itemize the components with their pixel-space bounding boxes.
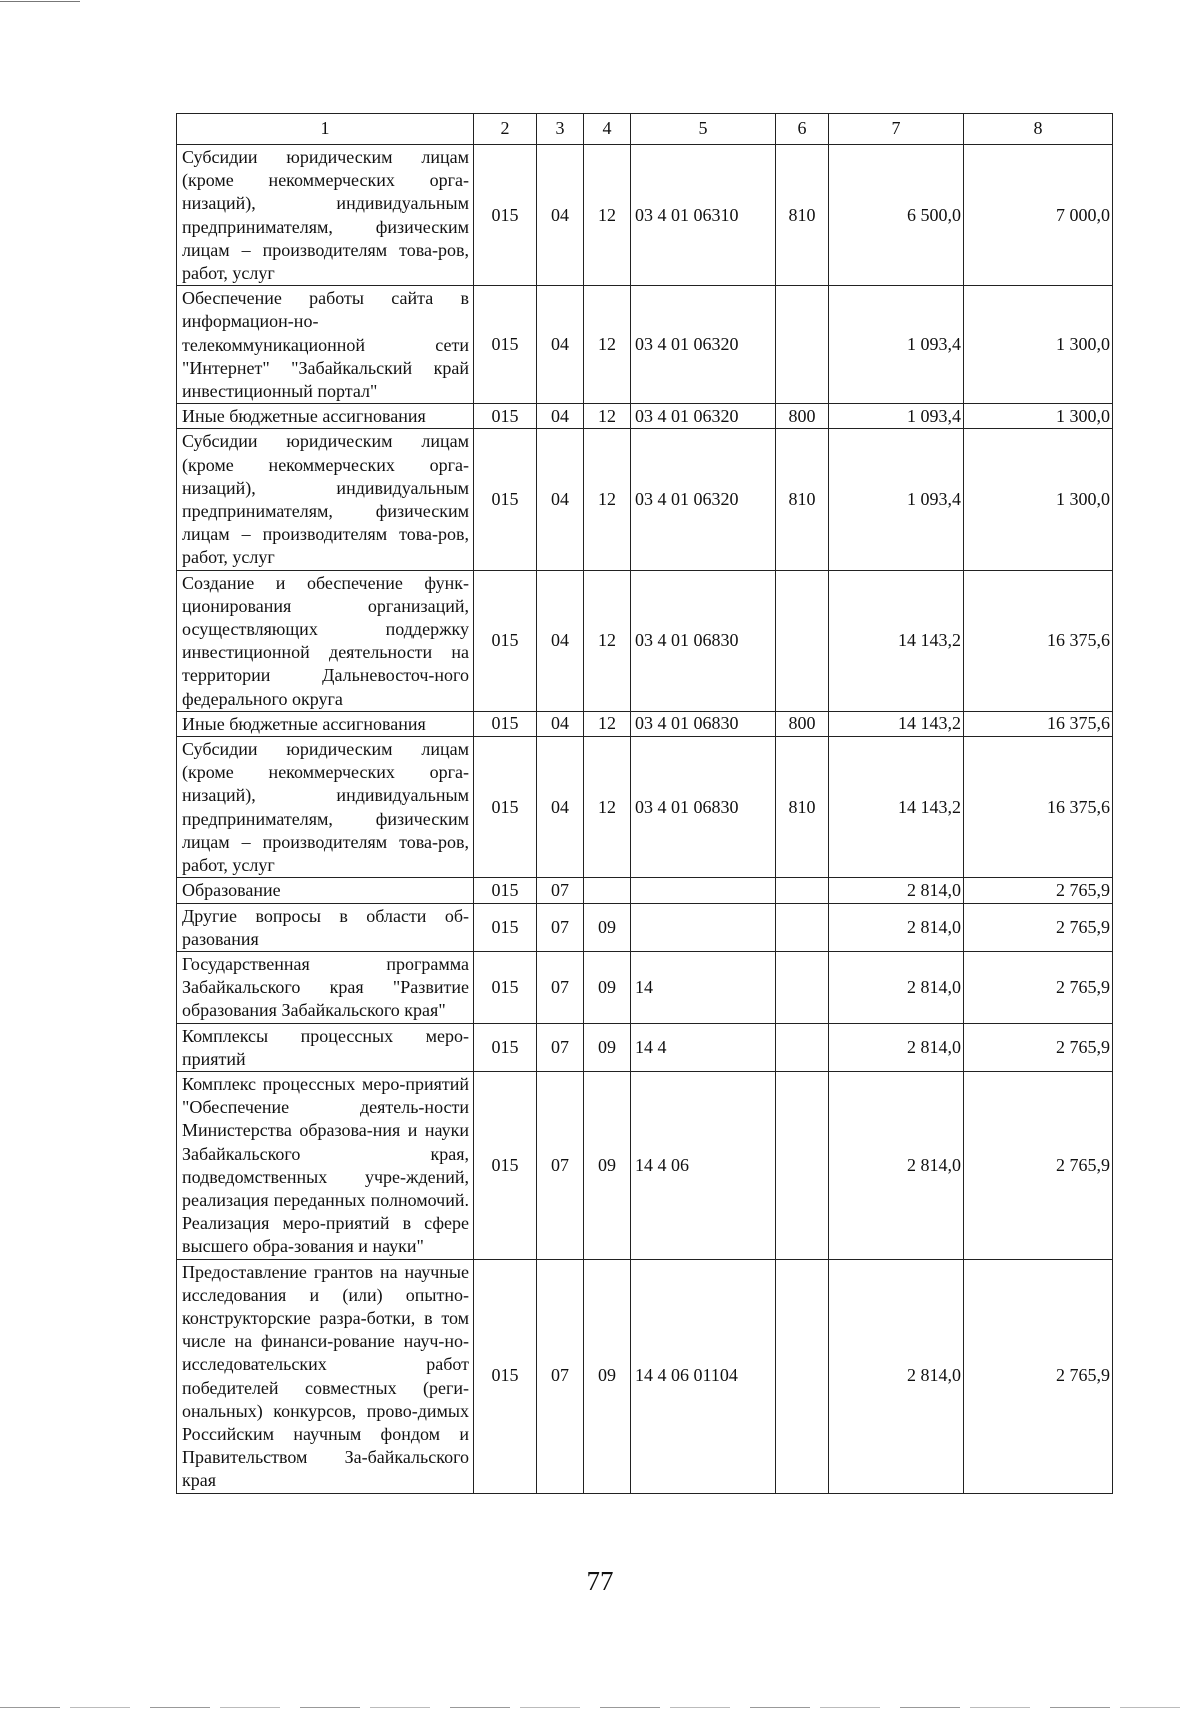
- section-cell: 07: [537, 951, 584, 1023]
- admin-code-cell: 015: [474, 570, 537, 711]
- expense-type-cell: [776, 1071, 829, 1259]
- amount-year2-cell: 2 765,9: [964, 903, 1113, 951]
- subsection-cell: 12: [584, 404, 631, 429]
- row-name-cell: Комплексы процессных меро-приятий: [177, 1023, 474, 1071]
- admin-code-cell: 015: [474, 145, 537, 286]
- table-row: [177, 570, 1113, 711]
- amount-year2-cell: 1 300,0: [964, 404, 1113, 429]
- row-name-cell: Другие вопросы в области об-разования: [177, 903, 474, 951]
- section-cell: 04: [537, 737, 584, 878]
- row-name-cell: Обеспечение работы сайта в информацион-но-телекоммуникационной сети "Интернет" "Забайкальский край инвестиционный портал": [177, 286, 474, 404]
- amount-year1-cell: 1 093,4: [829, 404, 964, 429]
- subsection-cell: 09: [584, 1023, 631, 1071]
- amount-year1-cell: 6 500,0: [829, 145, 964, 286]
- table-row: [177, 878, 1113, 903]
- amount-year2-cell: 16 375,6: [964, 570, 1113, 711]
- target-article-cell: 03 4 01 06830: [631, 711, 776, 736]
- expense-type-cell: [776, 903, 829, 951]
- target-article-cell: 03 4 01 06830: [631, 737, 776, 878]
- subsection-cell: 09: [584, 1259, 631, 1493]
- section-cell: 04: [537, 286, 584, 404]
- table-row: [177, 1071, 1113, 1259]
- expense-type-cell: 810: [776, 145, 829, 286]
- target-article-cell: 03 4 01 06830: [631, 570, 776, 711]
- subsection-cell: 12: [584, 711, 631, 736]
- table-row: [177, 429, 1113, 570]
- row-name-cell: Субсидии юридическим лицам (кроме некоммерческих орга-низаций), индивидуальным предпринимателям, физическим лицам – производителям това-ров, работ, услуг: [177, 145, 474, 286]
- amount-year1-cell: 2 814,0: [829, 1071, 964, 1259]
- budget-table-container: [176, 113, 1112, 1494]
- target-article-cell: 14 4: [631, 1023, 776, 1071]
- expense-type-cell: [776, 951, 829, 1023]
- section-cell: 07: [537, 1023, 584, 1071]
- table-row: [177, 1259, 1113, 1493]
- amount-year2-cell: 16 375,6: [964, 711, 1113, 736]
- column-header: 4: [584, 114, 631, 145]
- scan-artifact: [0, 1707, 1200, 1708]
- scan-artifact: [0, 1, 80, 2]
- column-header: 7: [829, 114, 964, 145]
- column-header: 2: [474, 114, 537, 145]
- column-header: 5: [631, 114, 776, 145]
- row-name-cell: Создание и обеспечение функ-ционирования организаций, осуществляющих поддержку инвестиционной деятельности на территории Дальневосточ-ного федерального округа: [177, 570, 474, 711]
- table-row: [177, 903, 1113, 951]
- target-article-cell: 14: [631, 951, 776, 1023]
- amount-year2-cell: 1 300,0: [964, 286, 1113, 404]
- section-cell: 04: [537, 404, 584, 429]
- expense-type-cell: 800: [776, 404, 829, 429]
- amount-year1-cell: 1 093,4: [829, 286, 964, 404]
- amount-year1-cell: 14 143,2: [829, 711, 964, 736]
- amount-year2-cell: 2 765,9: [964, 1071, 1113, 1259]
- table-row: [177, 145, 1113, 286]
- amount-year1-cell: 2 814,0: [829, 903, 964, 951]
- expense-type-cell: [776, 286, 829, 404]
- table-row: [177, 1023, 1113, 1071]
- admin-code-cell: 015: [474, 286, 537, 404]
- amount-year1-cell: 2 814,0: [829, 878, 964, 903]
- amount-year1-cell: 1 093,4: [829, 429, 964, 570]
- expense-type-cell: 800: [776, 711, 829, 736]
- admin-code-cell: 015: [474, 711, 537, 736]
- row-name-cell: Образование: [177, 878, 474, 903]
- amount-year2-cell: 2 765,9: [964, 951, 1113, 1023]
- expense-type-cell: [776, 1023, 829, 1071]
- target-article-cell: [631, 903, 776, 951]
- amount-year1-cell: 2 814,0: [829, 1259, 964, 1493]
- target-article-cell: 03 4 01 06320: [631, 286, 776, 404]
- subsection-cell: 09: [584, 903, 631, 951]
- table-row: [177, 286, 1113, 404]
- amount-year2-cell: 16 375,6: [964, 737, 1113, 878]
- admin-code-cell: 015: [474, 429, 537, 570]
- subsection-cell: 09: [584, 1071, 631, 1259]
- subsection-cell: 12: [584, 286, 631, 404]
- admin-code-cell: 015: [474, 1259, 537, 1493]
- target-article-cell: 03 4 01 06320: [631, 429, 776, 570]
- expense-type-cell: [776, 570, 829, 711]
- section-cell: 04: [537, 711, 584, 736]
- column-header: 1: [177, 114, 474, 145]
- admin-code-cell: 015: [474, 737, 537, 878]
- amount-year1-cell: 14 143,2: [829, 570, 964, 711]
- target-article-cell: 03 4 01 06320: [631, 404, 776, 429]
- subsection-cell: 09: [584, 951, 631, 1023]
- admin-code-cell: 015: [474, 404, 537, 429]
- row-name-cell: Иные бюджетные ассигнования: [177, 711, 474, 736]
- amount-year2-cell: 7 000,0: [964, 145, 1113, 286]
- admin-code-cell: 015: [474, 1071, 537, 1259]
- amount-year1-cell: 14 143,2: [829, 737, 964, 878]
- subsection-cell: 12: [584, 429, 631, 570]
- admin-code-cell: 015: [474, 951, 537, 1023]
- target-article-cell: 14 4 06: [631, 1071, 776, 1259]
- subsection-cell: [584, 878, 631, 903]
- amount-year2-cell: 2 765,9: [964, 1023, 1113, 1071]
- column-header: 3: [537, 114, 584, 145]
- section-cell: 04: [537, 570, 584, 711]
- expense-type-cell: [776, 878, 829, 903]
- admin-code-cell: 015: [474, 1023, 537, 1071]
- table-row: [177, 737, 1113, 878]
- row-name-cell: Субсидии юридическим лицам (кроме некоммерческих орга-низаций), индивидуальным предпринимателям, физическим лицам – производителям това-ров, работ, услуг: [177, 429, 474, 570]
- column-header: 6: [776, 114, 829, 145]
- page-number: 77: [586, 1566, 614, 1596]
- amount-year2-cell: 2 765,9: [964, 878, 1113, 903]
- row-name-cell: Предоставление грантов на научные исследования и (или) опытно-конструкторские разра-ботки, в том числе на финанси-рование науч-но-исследовательских работ победителей совместных (реги-ональных) конкурсов, прово-димых Российским научным фондом и Правительством За-байкальского края: [177, 1259, 474, 1493]
- admin-code-cell: 015: [474, 878, 537, 903]
- row-name-cell: Комплекс процессных меро-приятий "Обеспечение деятель-ности Министерства образова-ния и науки Забайкальского края, подведомственных учре-ждений, реализация переданных полномочий. Реализация меро-приятий в сфере высшего обра-зования и науки": [177, 1071, 474, 1259]
- subsection-cell: 12: [584, 145, 631, 286]
- budget-table: [176, 113, 1113, 1494]
- table-row: [177, 404, 1113, 429]
- section-cell: 07: [537, 878, 584, 903]
- table-row: [177, 711, 1113, 736]
- target-article-cell: 03 4 01 06310: [631, 145, 776, 286]
- amount-year2-cell: 1 300,0: [964, 429, 1113, 570]
- section-cell: 07: [537, 1259, 584, 1493]
- section-cell: 07: [537, 1071, 584, 1259]
- expense-type-cell: 810: [776, 429, 829, 570]
- column-header: 8: [964, 114, 1113, 145]
- table-header-row: [177, 114, 1113, 145]
- admin-code-cell: 015: [474, 903, 537, 951]
- target-article-cell: [631, 878, 776, 903]
- amount-year1-cell: 2 814,0: [829, 951, 964, 1023]
- section-cell: 04: [537, 429, 584, 570]
- expense-type-cell: 810: [776, 737, 829, 878]
- subsection-cell: 12: [584, 570, 631, 711]
- row-name-cell: Государственная программа Забайкальского края "Развитие образования Забайкальского края": [177, 951, 474, 1023]
- subsection-cell: 12: [584, 737, 631, 878]
- expense-type-cell: [776, 1259, 829, 1493]
- amount-year1-cell: 2 814,0: [829, 1023, 964, 1071]
- table-row: [177, 951, 1113, 1023]
- amount-year2-cell: 2 765,9: [964, 1259, 1113, 1493]
- section-cell: 04: [537, 145, 584, 286]
- row-name-cell: Субсидии юридическим лицам (кроме некоммерческих орга-низаций), индивидуальным предпринимателям, физическим лицам – производителям това-ров, работ, услуг: [177, 737, 474, 878]
- row-name-cell: Иные бюджетные ассигнования: [177, 404, 474, 429]
- section-cell: 07: [537, 903, 584, 951]
- target-article-cell: 14 4 06 01104: [631, 1259, 776, 1493]
